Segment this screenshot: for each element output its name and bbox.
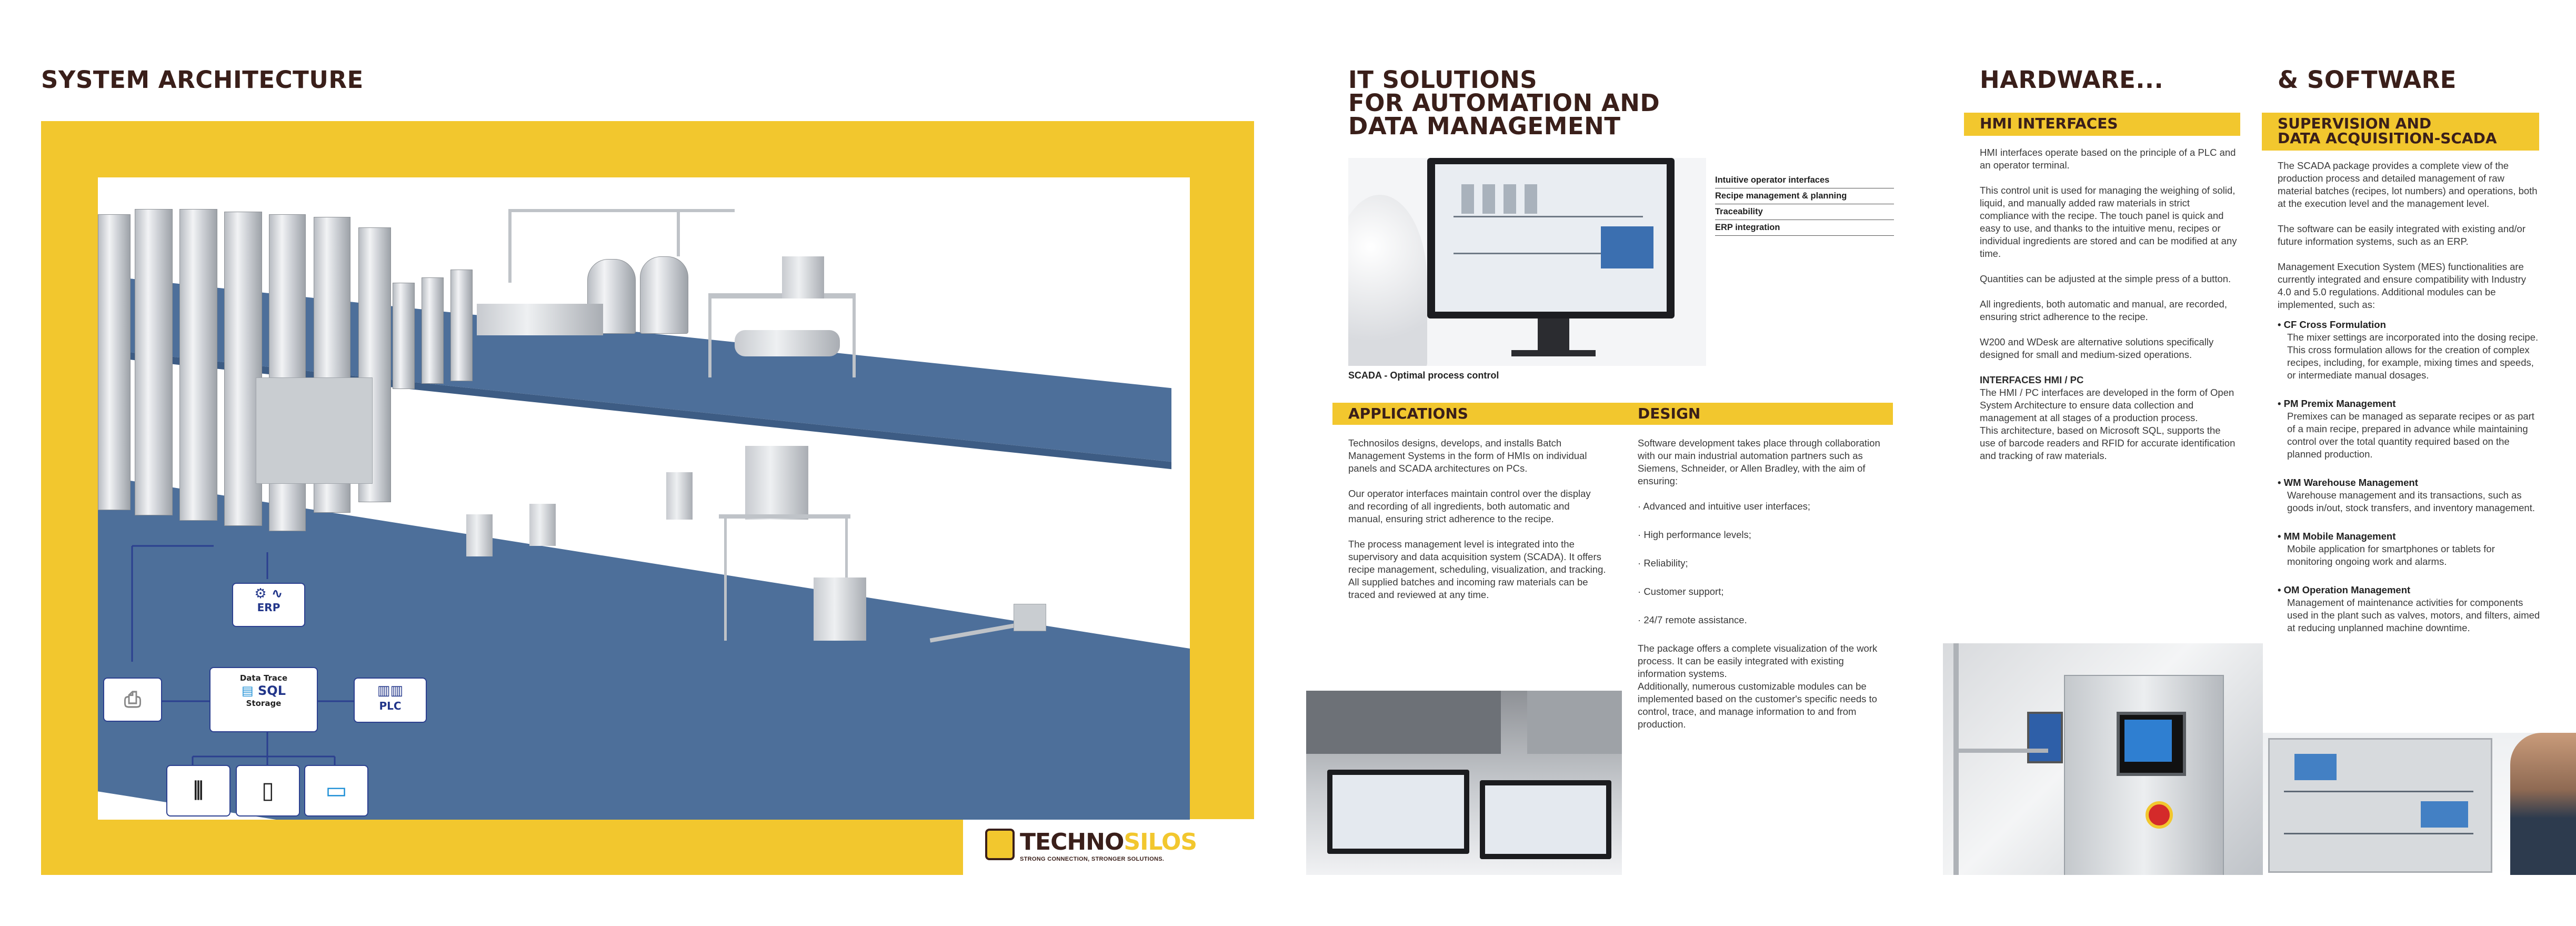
printer-icon: ⎙ (124, 688, 141, 712)
applications-heading: APPLICATIONS (1332, 403, 1638, 425)
pipe (508, 209, 735, 212)
hmi-paragraph: Quantities can be adjusted at the simple press of a button. (1980, 273, 2231, 284)
scada-heading (2262, 113, 2539, 151)
hmi-screen (2124, 720, 2172, 762)
plc-icon: ▥▥ (377, 683, 404, 699)
logo-wordmark (1020, 830, 1197, 855)
hmi-paragraph: This control unit is used for managing the weighing of solid, liquid, and manually added raw materials in strict compliance with the recipe. The touch panel is quick and easy to use, and thanks to the intuitive menu, recipes or individual ingredients are stored and can be modified at any time. (1980, 185, 2237, 259)
scada-process-line (2284, 833, 2473, 834)
hmi-panel-photo (1943, 643, 2263, 875)
scada-panel-block (2294, 754, 2337, 780)
lower-mixer (745, 446, 808, 520)
screen-tank (1525, 184, 1537, 214)
module-description: Management of maintenance activities for components used in the plant such as valves, motors, and filters, aimed at reducing unplanned machine downtime. (2287, 597, 2540, 633)
mezzanine-leg (708, 293, 711, 377)
module-title: MM Mobile Management (2283, 531, 2396, 542)
logo-tagline: STRONG CONNECTION, STRONGER SOLUTIONS. (1020, 856, 1165, 862)
scada-process-line (2284, 791, 2473, 792)
screen-tank (1482, 184, 1495, 214)
tablet-icon: ▯ (261, 777, 275, 804)
module-title: WM Warehouse Management (2283, 477, 2418, 488)
pipe (677, 209, 680, 256)
design-text (1638, 437, 1893, 731)
system-architecture-title: SYSTEM ARCHITECTURE (41, 66, 364, 94)
module-item: • MM Mobile Management Mobile application for smartphones or tablets for monitoring ongoing work and alarms. (2278, 530, 2541, 568)
pipe (508, 209, 512, 283)
module-title: OM Operation Management (2283, 584, 2411, 595)
module-title: PM Premix Management (2283, 398, 2396, 409)
hmi-paragraph: W200 and WDesk are alternative solutions specifically designed for small and medium-sized operations. (1980, 336, 2214, 360)
monitor-stand (1538, 318, 1569, 350)
storage-label: Storage (246, 699, 282, 708)
features-list (1715, 173, 1894, 236)
module-description: Premixes can be managed as separate recipes or as part of a main recipe, prepared in advance while maintaining control over the total quantity required based on the planned production. (2287, 411, 2534, 460)
module-description: The mixer settings are incorporated into the dosing recipe. This cross formulation allows for the creation of complex recipes, including, for example, mixing times and speeds, or intermediate manual dosages. (2287, 332, 2539, 381)
monitor-display (1485, 785, 1606, 854)
module-item: • PM Premix Management Premixes can be managed as separate recipes or as part of a main recipe, prepared in advance while maintaining control over the total quantity required based on the planned production. (2278, 397, 2541, 461)
feature-item: Intuitive operator interfaces (1715, 173, 1894, 188)
technosilos-logo (985, 829, 1197, 871)
applications-text (1348, 437, 1606, 614)
feature-item: Recipe management & planning (1715, 188, 1894, 204)
module-description: Mobile application for smartphones or tablets for monitoring ongoing work and alarms. (2287, 543, 2495, 567)
hopper (782, 256, 824, 298)
feature-item: Traceability (1715, 204, 1894, 220)
wall-panel (1527, 691, 1622, 754)
design-outro: Additionally, numerous customizable modules can be implemented based on the customer's specific needs to control, trace, and manage information to and from production. (1638, 681, 1877, 730)
barcode-scanner-node (166, 765, 230, 817)
small-dosing-station (666, 472, 693, 520)
applications-paragraph: Technosilos designs, develops, and installs Batch Management Systems in the form of HMIs on individual panels and SCADA architectures on PCs. (1348, 437, 1587, 474)
design-outro: The package offers a complete visualization of the work process. It can be easily integrated with existing information systems. (1638, 643, 1878, 679)
module-description: Warehouse management and its transactions, such as goods in/out, stock transfers, and inventory management. (2287, 490, 2535, 513)
dosing-unit (477, 304, 603, 335)
lower-platform-leg (724, 514, 727, 641)
wall-panel (1306, 691, 1501, 754)
scada-caption: SCADA - Optimal process control (1348, 370, 1499, 381)
printer-node (103, 678, 162, 722)
sql-label: SQL (258, 683, 286, 698)
module-title: CF Cross Formulation (2283, 319, 2386, 330)
small-dosing-station (529, 504, 556, 546)
scada-text (2278, 160, 2541, 650)
plc-node (354, 678, 427, 723)
data-trace-label: Data Trace (239, 673, 288, 683)
conveyor-end (1014, 604, 1046, 631)
applications-paragraph: Our operator interfaces maintain control over the display and recording of all ingredients, both automatic and manual, ensuring strict adherence to the recipe. (1348, 488, 1591, 524)
hmi-pc-paragraph: This architecture, based on Microsoft SQL, supports the use of barcode readers and RFID for accurate identification and tracking of raw materials. (1980, 425, 2236, 461)
hmi-pc-paragraph: The HMI / PC interfaces are developed in the form of Open System Architecture to ensure data collection and management at all stages of a production process. (1980, 387, 2234, 423)
small-hmi-terminal (2027, 712, 2063, 763)
scada-heading-line: DATA ACQUISITION-SCADA (2278, 130, 2497, 147)
design-bullet: · Reliability; (1638, 557, 1688, 569)
it-solutions-title-line: IT SOLUTIONS (1348, 66, 1538, 94)
hmi-paragraph: All ingredients, both automatic and manual, are recorded, ensuring strict adherence to the recipe. (1980, 298, 2227, 322)
design-bullet: · High performance levels; (1638, 529, 1751, 540)
hardware-title: HARDWARE... (1980, 66, 2164, 94)
plc-label: PLC (379, 700, 402, 712)
storage-tank (640, 256, 688, 334)
scada-paragraph: The SCADA package provides a complete view of the production process and detailed management of raw material batches (recipes, lot numbers) and operations, both at the execution level and the management level. (2278, 160, 2538, 209)
scada-heading-line: SUPERVISION AND (2278, 115, 2432, 132)
scada-screen-photo (2263, 733, 2576, 875)
screen-panel (1601, 226, 1653, 268)
hmi-text (1980, 146, 2238, 462)
monitor-display (1332, 775, 1464, 849)
monitor-base (1511, 350, 1596, 356)
emergency-stop-icon (2146, 801, 2173, 829)
operator-person (2510, 733, 2576, 875)
module-item: • WM Warehouse Management Warehouse management and its transactions, such as goods in/out, stock transfers, and inventory management. (2278, 476, 2541, 514)
control-room-photo (1306, 691, 1622, 875)
design-bullet: · Advanced and intuitive user interfaces; (1638, 501, 1811, 512)
it-solutions-title-line: DATA MANAGEMENT (1348, 112, 1621, 140)
it-solutions-title (1348, 68, 1660, 138)
hmi-paragraph: HMI interfaces operate based on the principle of a PLC and an operator terminal. (1980, 147, 2236, 171)
screen-tank (1461, 184, 1474, 214)
logo-brand-part1: TECHNO (1020, 829, 1124, 855)
barcode-scanner-icon: ⫼ (193, 779, 204, 803)
it-solutions-title-line: FOR AUTOMATION AND (1348, 89, 1660, 117)
software-title: & SOFTWARE (2278, 66, 2457, 94)
database-icon: ▤ SQL (241, 683, 286, 698)
plant-3d-illustration (98, 177, 1190, 820)
tablet-node (236, 765, 300, 817)
module-item: • CF Cross Formulation The mixer settings are incorporated into the dosing recipe. This cross formulation allows for the creation of complex recipes, including, for example, mixing times and speeds, or intermediate manual dosages. (2278, 318, 2541, 382)
small-dosing-station (466, 514, 493, 556)
hmi-interfaces-heading: HMI INTERFACES (1964, 113, 2240, 136)
monitor-node (304, 765, 368, 817)
mezzanine-leg (853, 293, 856, 377)
erp-label: ERP (257, 601, 280, 614)
design-intro: Software development takes place through collaboration with our main industrial automation partners such as Siemens, Schneider, or Allen Bradley, with the aim of ensuring: (1638, 437, 1880, 486)
scada-panel-block (2421, 801, 2468, 828)
erp-node (232, 583, 305, 627)
design-bullet: · Customer support; (1638, 586, 1724, 597)
lower-platform (719, 514, 850, 519)
hmi-pc-subheading: INTERFACES HMI / PC (1980, 374, 2084, 385)
frame-bar (1953, 643, 1959, 875)
applications-paragraph: The process management level is integrated into the supervisory and data acquisition system (SCADA). It offers recipe management, scheduling, visualization, and tracking. All supplied batches and incoming raw materials can be traced and reviewed at any time. (1348, 539, 1606, 600)
frame-bar (1953, 749, 2048, 753)
screen-process-line (1454, 216, 1643, 217)
feature-item: ERP integration (1715, 220, 1894, 236)
design-heading: DESIGN (1622, 403, 1893, 425)
logo-brand-part2: SILOS (1124, 829, 1197, 855)
module-item: • OM Operation Management Management of maintenance activities for components used in the plant such as valves, motors, and filters, aimed at reducing unplanned machine downtime. (2278, 584, 2540, 633)
logo-mark-icon (985, 829, 1015, 860)
monitor-icon: ▭ (325, 777, 347, 804)
data-trace-node (209, 667, 318, 732)
operator-helmet (1348, 195, 1427, 366)
mixer (735, 330, 840, 356)
design-bullet: · 24/7 remote assistance. (1638, 614, 1747, 625)
scada-photo (1348, 158, 1706, 366)
scada-paragraph: Management Execution System (MES) functionalities are currently integrated and ensure compatibility with Industry 4.0 and 5.0 regulations. Additional modules can be implemented, such as: (2278, 261, 2526, 310)
bagging-machine (814, 577, 866, 641)
scada-paragraph: The software can be easily integrated with existing and/or future information systems, such as an ERP. (2278, 223, 2525, 247)
screen-tank (1503, 184, 1516, 214)
erp-gear-icon: ⚙ ∿ (254, 586, 283, 602)
